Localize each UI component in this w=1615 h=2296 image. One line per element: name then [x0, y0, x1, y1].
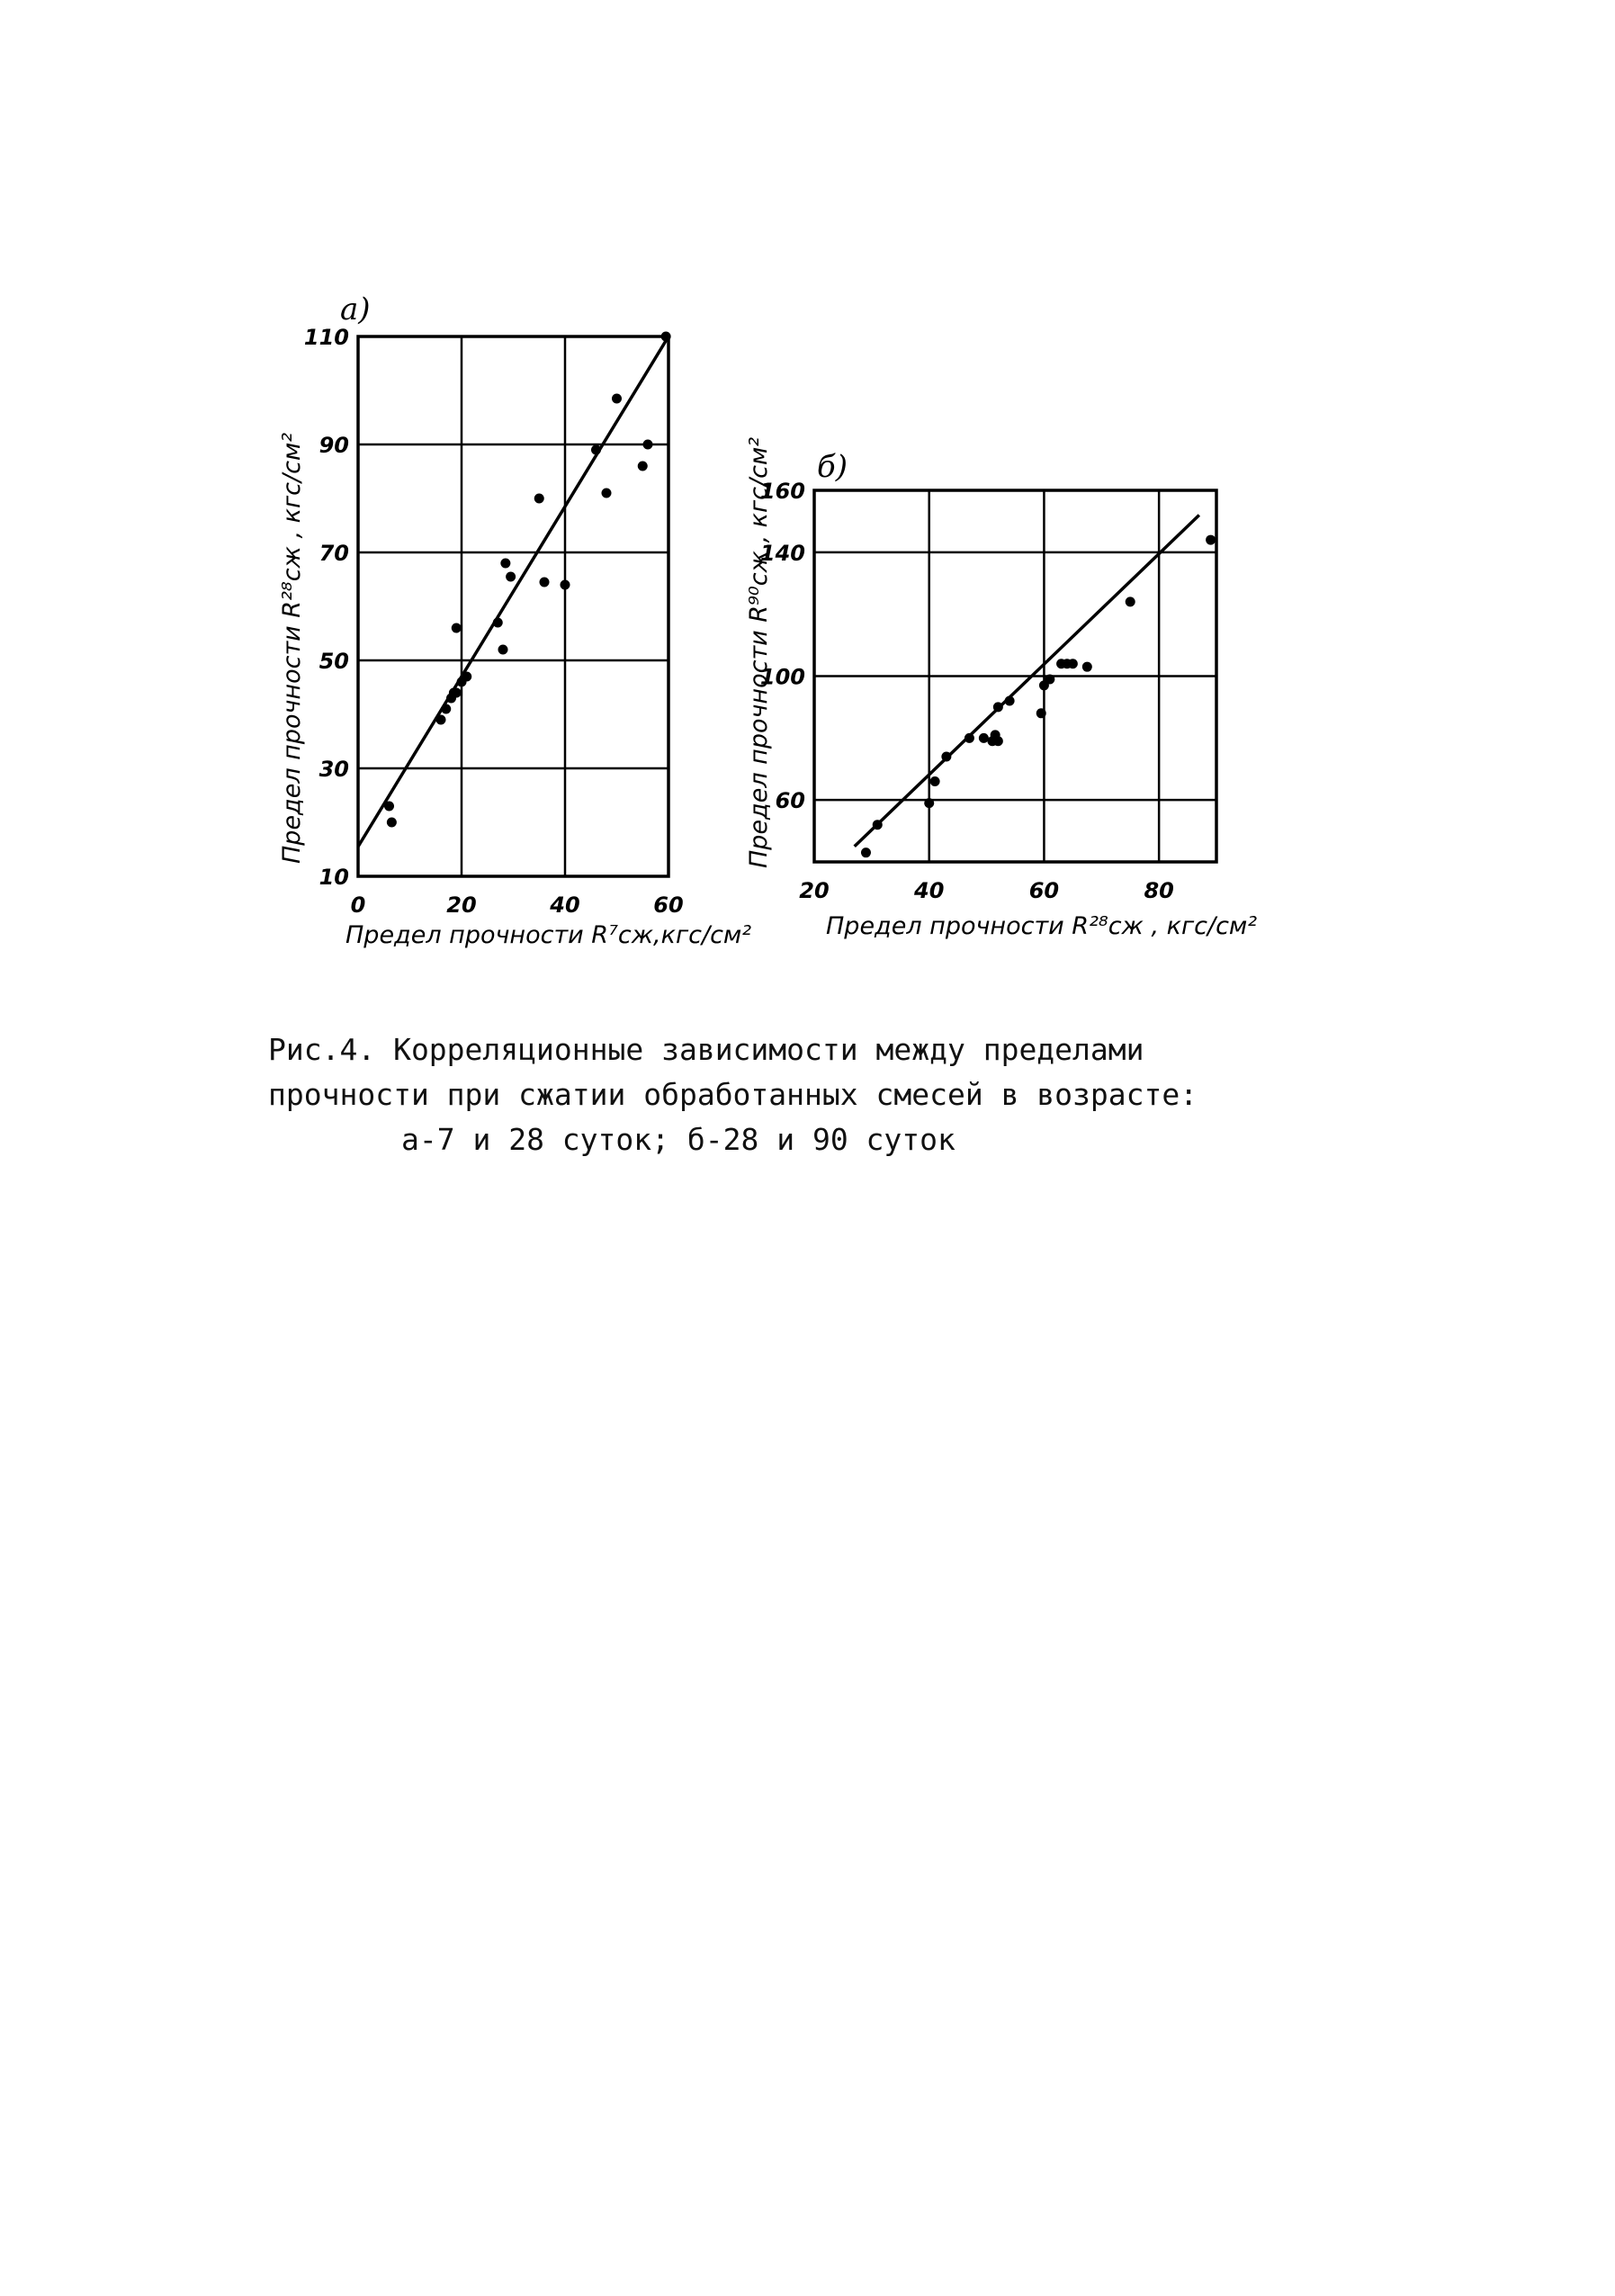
panel-a-frame — [358, 336, 668, 876]
panel-a-data-point — [643, 440, 653, 450]
panel-a-data-point — [561, 580, 570, 590]
panel-a-data-point — [506, 572, 516, 582]
panel-b-data-point — [1126, 596, 1135, 606]
panel-b-ytick-label: 160 — [759, 479, 805, 504]
panel-b-xlabel: Предел прочности R²⁸сж , кгс/см² — [826, 912, 1258, 940]
panel-a-ytick-label: 10 — [319, 865, 349, 890]
panel-b-data-point — [861, 848, 871, 857]
panel-a-xtick-label: 40 — [550, 892, 580, 918]
panel-b-data-point — [930, 776, 940, 786]
panel-a-xtick-label: 60 — [653, 892, 684, 918]
panel-a-data-point — [602, 489, 612, 498]
panel-b-ytick-label: 140 — [759, 540, 805, 566]
panel-b-data-point — [1036, 708, 1046, 718]
panel-a-data-point — [387, 818, 397, 828]
panel-a-data-point — [612, 394, 622, 404]
panel-b-ylabel: Предел прочности R⁹⁰сж , кгс/см² — [745, 436, 773, 868]
panel-a-data-point — [534, 494, 544, 504]
panel-a-ytick-label: 90 — [319, 433, 349, 458]
panel-b-data-point — [979, 733, 989, 743]
panel-a-data-point — [498, 645, 508, 655]
panel-a-ytick-label: 30 — [319, 757, 349, 782]
caption-line-3: а-7 и 28 суток; б-28 и 90 суток — [401, 1122, 956, 1157]
panel-a-ytick-label: 110 — [303, 325, 349, 350]
panel-a-label: а) — [340, 291, 371, 327]
panel-b-grid — [814, 490, 1216, 862]
panel-b-data-point — [993, 736, 1003, 746]
panel-b-xtick-label: 20 — [799, 878, 830, 903]
panel-a-data-point — [638, 462, 648, 471]
panel-b-data-point — [1082, 662, 1092, 672]
chart-panel-a — [278, 291, 751, 949]
panel-a-fit-line — [358, 336, 668, 847]
panel-b-fit — [855, 516, 1199, 847]
panel-b-data-point — [1068, 659, 1078, 668]
panel-a-grid — [358, 336, 668, 876]
panel-a-data-point — [452, 623, 462, 633]
panel-b-xtick-label: 60 — [1028, 878, 1060, 903]
panel-b-points — [861, 535, 1216, 858]
panel-a-xtick-label: 20 — [446, 892, 477, 918]
panel-b-data-point — [1045, 674, 1054, 684]
panel-b-data-point — [924, 798, 934, 808]
panel-b-ytick-label: 60 — [775, 788, 805, 814]
figure-caption — [268, 1027, 1276, 1162]
panel-b-ytick-label: 100 — [759, 664, 805, 690]
panel-a-data-point — [500, 559, 510, 569]
panel-a-xlabel: Предел прочности R⁷сж,кгс/см² — [345, 921, 752, 949]
panel-a-ytick-label: 50 — [319, 649, 349, 674]
panel-b-label: б) — [817, 449, 848, 485]
panel-b-xtick-label: 40 — [914, 878, 945, 903]
panel-b-data-point — [1206, 535, 1216, 545]
panel-b-ticks — [760, 479, 1174, 903]
panel-a-data-point — [540, 578, 550, 587]
chart-panel-b — [745, 437, 1257, 940]
caption-line-1: Рис.4. Корреляционные зависимости между пределами — [268, 1032, 1144, 1067]
panel-a-fit — [358, 336, 668, 847]
panel-a-xtick-label: 0 — [350, 892, 366, 918]
panel-a-ylabel: Предел прочности R²⁸сж , кгс/см² — [278, 432, 306, 864]
panel-a-ytick-label: 70 — [319, 541, 349, 566]
panel-b-fit-line — [855, 516, 1199, 847]
panel-b-xtick-label: 80 — [1144, 878, 1174, 903]
caption-line-2: прочности при сжатии обработанных смесей в возрасте: — [268, 1077, 1198, 1112]
